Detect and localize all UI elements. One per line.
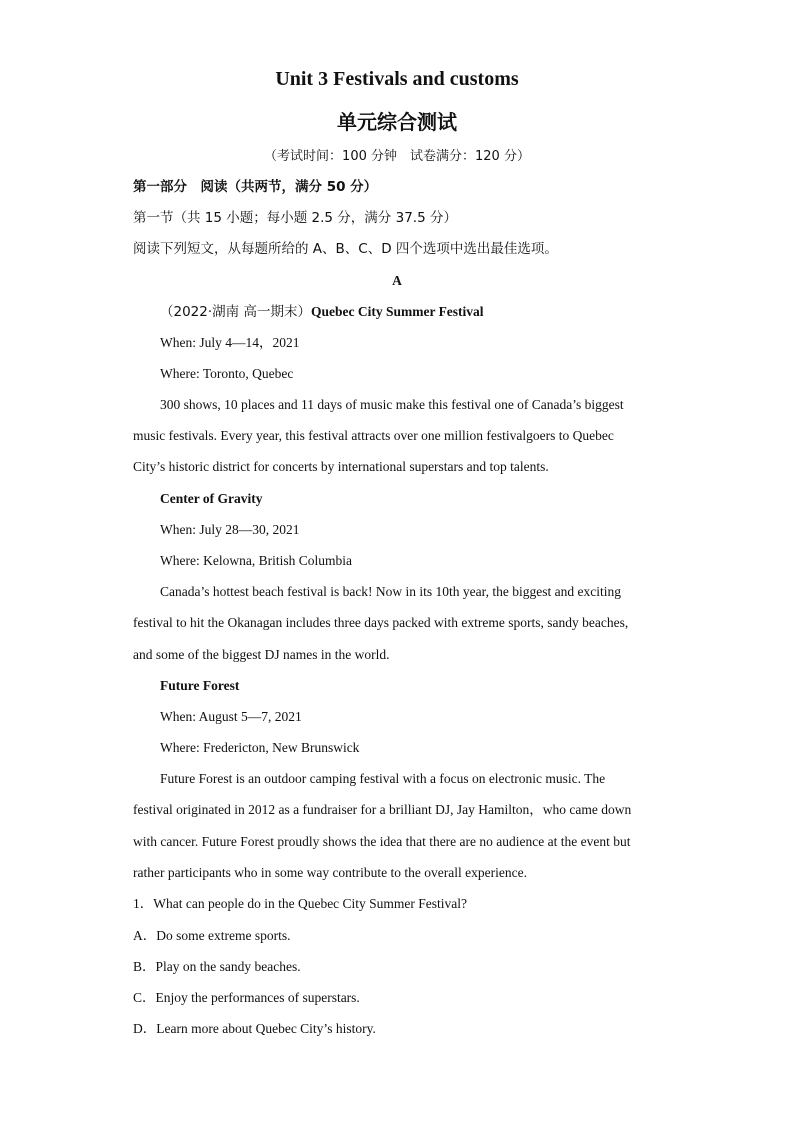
passage-source: （2022·湖南 高一期末） [160, 304, 311, 320]
festival-2-desc-line: and some of the biggest DJ names in the world. [133, 647, 390, 662]
question-1-option-c: C．Enjoy the performances of superstars. [133, 990, 360, 1005]
festival-3-desc-line: festival originated in 2012 as a fundraiser for a brilliant DJ, Jay Hamilton，who came down [133, 802, 632, 817]
festival-3-where: Where: Fredericton, New Brunswick [160, 740, 360, 755]
festival-3-name: Future Forest [160, 678, 240, 693]
festival-2-desc-line: festival to hit the Okanagan includes three days packed with extreme sports, sandy beaches, [133, 615, 629, 630]
festival-3-desc-line: with cancer. Future Forest proudly shows the idea that there are no audience at the event but [133, 834, 631, 849]
document-subtitle: 单元综合测试 [337, 110, 457, 134]
festival-3-when: When: August 5—7, 2021 [160, 709, 302, 724]
section1-heading: 第一节（共 15 小题；每小题 2.5 分，满分 37.5 分） [133, 210, 457, 226]
exam-info: （考试时间：100 分钟 试卷满分：120 分） [264, 149, 530, 164]
question-1-stem: 1．What can people do in the Quebec City Summer Festival? [133, 896, 468, 911]
question-1-option-b: B．Play on the sandy beaches. [133, 959, 301, 974]
passage-label: A [392, 273, 402, 288]
passage-source-line [160, 303, 484, 321]
question-1-option-a: A．Do some extreme sports. [133, 928, 291, 943]
festival-3-desc-line: Future Forest is an outdoor camping festival with a focus on electronic music. The [160, 771, 606, 786]
festival-1-desc-line: music festivals. Every year, this festival attracts over one million festivalgoers to Quebec [133, 428, 614, 443]
part1-heading: 第一部分 阅读（共两节，满分 50 分） [133, 179, 378, 195]
festival-2-desc-line: Canada’s hottest beach festival is back! Now in its 10th year, the biggest and exciting [160, 584, 621, 599]
festival-1-name: Quebec City Summer Festival [310, 304, 484, 319]
festival-1-when: When: July 4—14，2021 [160, 335, 300, 350]
festival-1-desc-line: 300 shows, 10 places and 11 days of music make this festival one of Canada’s biggest [160, 397, 624, 412]
festival-2-name: Center of Gravity [160, 491, 263, 506]
instructions: 阅读下列短文，从每题所给的 A、B、C、D 四个选项中选出最佳选项。 [133, 241, 558, 257]
festival-2-when: When: July 28—30, 2021 [160, 522, 300, 537]
festival-2-where: Where: Kelowna, British Columbia [160, 553, 352, 568]
question-1-option-d: D．Learn more about Quebec City’s history. [133, 1021, 376, 1036]
festival-1-where: Where: Toronto, Quebec [160, 366, 294, 381]
festival-1-desc-line: City’s historic district for concerts by international superstars and top talents. [133, 459, 549, 474]
document-title: Unit 3 Festivals and customs [275, 68, 519, 90]
festival-3-desc-line: rather participants who in some way contribute to the overall experience. [133, 865, 527, 880]
